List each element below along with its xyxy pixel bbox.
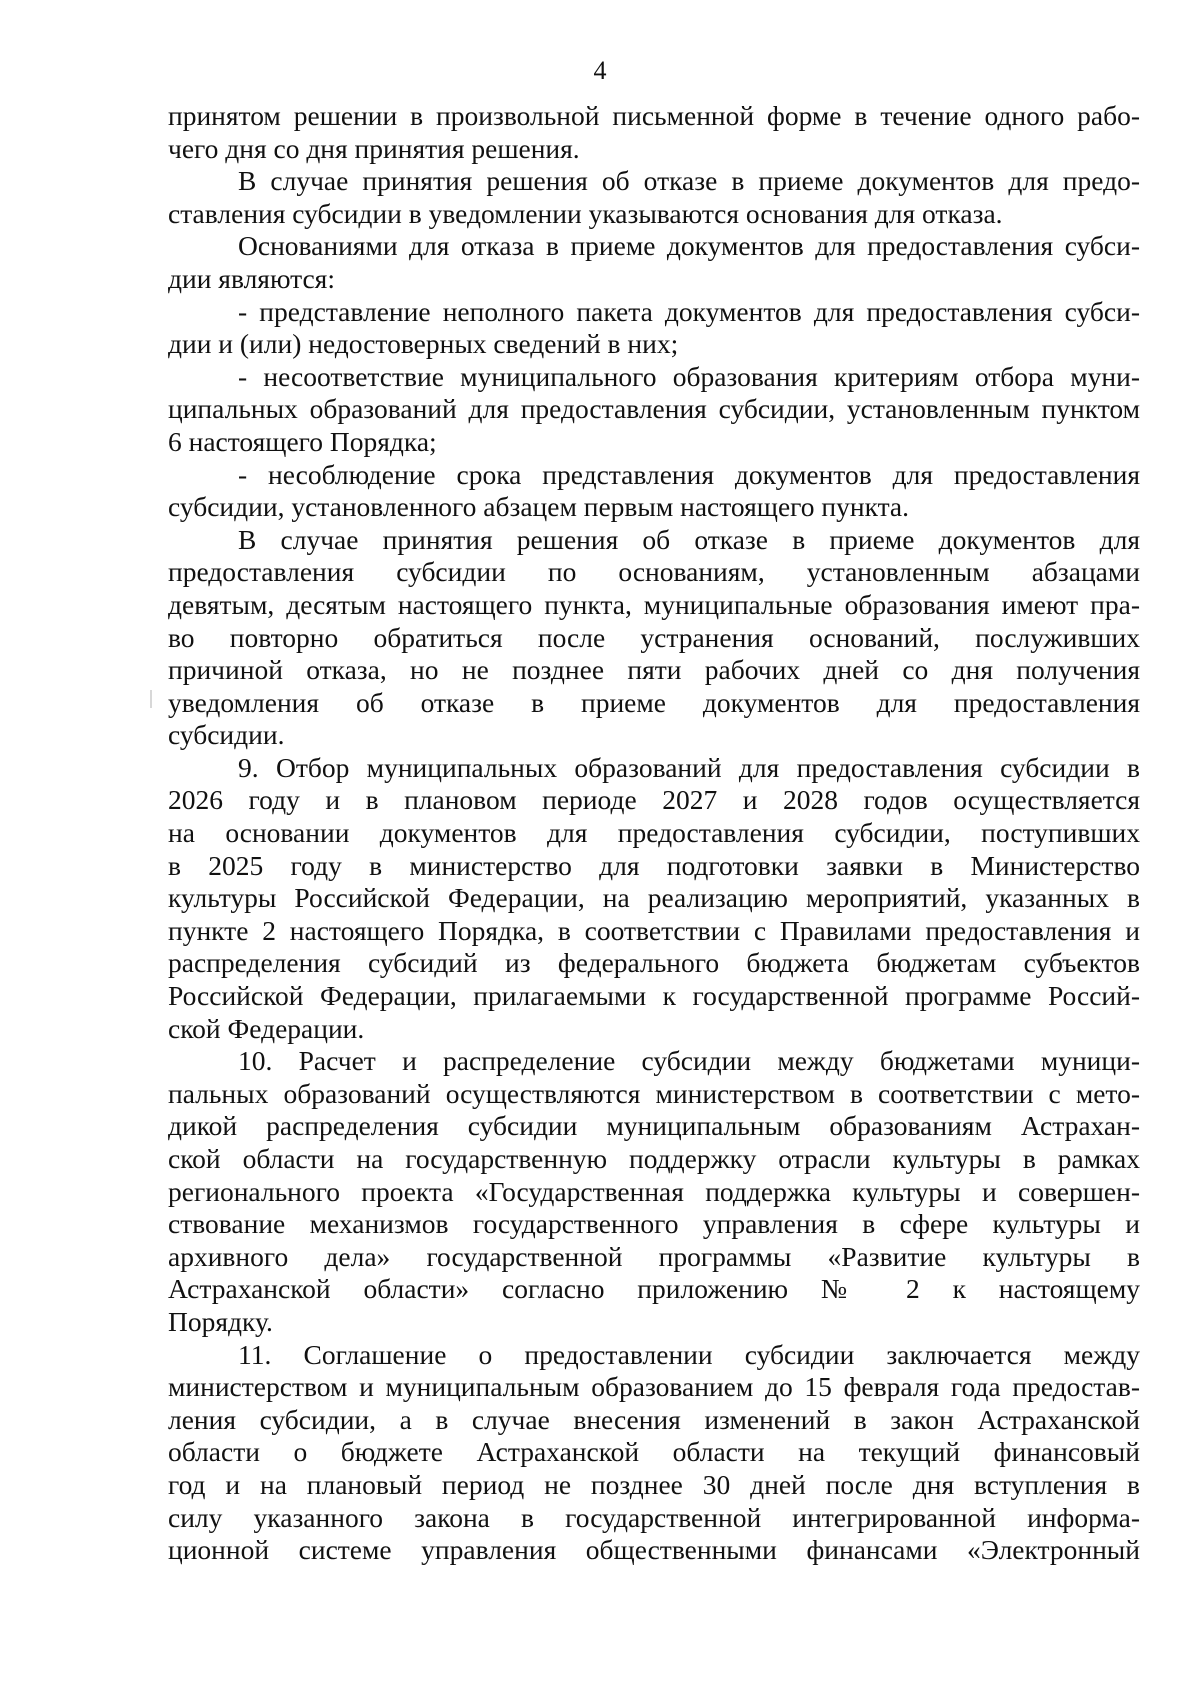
text-line: распределения субсидий из федерального бюджета бюджетам субъектов — [168, 947, 1140, 979]
text-line: ской области на государственную поддержку отрасли культуры в рамках — [168, 1143, 1140, 1174]
text-line: ципальных образований для предоставления субсидии, установленным пунктом — [168, 393, 1140, 425]
page-number: 4 — [593, 56, 607, 85]
text-line: во повторно обратиться после устранения оснований, послуживших — [168, 621, 1140, 653]
document-body — [168, 100, 1140, 1567]
text-line: на основании документов для предоставления субсидии, поступивших — [168, 817, 1140, 849]
text-line: 6 настоящего Порядка; — [168, 425, 437, 457]
text-line: принятом решении в произвольной письменной форме в течение одного рабо- — [168, 100, 1140, 131]
paragraph-p5 — [168, 361, 1140, 459]
paragraph-p2 — [168, 165, 1140, 230]
paragraph-p8 — [168, 752, 1140, 1045]
text-line: Порядку. — [168, 1305, 273, 1337]
text-line: 10. Расчет и распределение субсидии между бюджетами муници- — [238, 1045, 1140, 1077]
paragraph-p10 — [168, 1339, 1140, 1567]
text-line: предоставления субсидии по основаниям, установленным абзацами — [168, 556, 1140, 588]
text-line: год и на плановый период не позднее 30 дней после дня вступления в — [168, 1468, 1140, 1500]
text-line: причиной отказа, но не позднее пяти рабочих дней со дня получения — [168, 654, 1140, 686]
text-line: В случае принятия решения об отказе в приеме документов для — [238, 523, 1140, 555]
text-line: области о бюджете Астраханской области на текущий финансовый — [168, 1436, 1140, 1468]
text-line: субсидии. — [168, 719, 285, 751]
text-line: регионального проекта «Государственная поддержка культуры и совершен- — [168, 1175, 1140, 1207]
text-line: 9. Отбор муниципальных образований для предоставления субсидии в — [238, 751, 1140, 783]
text-line: Основаниями для отказа в приеме документов для предоставления субси- — [238, 230, 1140, 262]
text-line: - несоблюдение срока представления документов для предоставления — [238, 458, 1140, 490]
text-line: дии являются: — [168, 262, 335, 294]
text-line: чего дня со дня принятия решения. — [168, 132, 580, 164]
text-line: силу указанного закона в государственной интегрированной информа- — [168, 1501, 1140, 1533]
text-line: в 2025 году в министерство для подготовки заявки в Министерство — [168, 849, 1140, 881]
text-line: Российской Федерации, прилагаемыми к государственной программе Россий- — [168, 980, 1140, 1012]
text-line: девятым, десятым настоящего пункта, муниципальные образования имеют пра- — [168, 588, 1140, 620]
text-line: уведомления об отказе в приеме документов для предоставления — [168, 686, 1140, 718]
text-line: 2026 году и в плановом периоде 2027 и 2028 годов осуществляется — [168, 784, 1140, 816]
text-line: дикой распределения субсидии муниципальным образованиям Астрахан- — [168, 1110, 1140, 1142]
text-line: ционной системе управления общественными финансами «Электронный — [168, 1534, 1140, 1566]
text-line: архивного дела» государственной программы «Развитие культуры в — [168, 1240, 1140, 1272]
text-line: 11. Соглашение о предоставлении субсидии заключается между — [238, 1338, 1140, 1370]
scan-artifact — [150, 690, 152, 708]
paragraph-p7 — [168, 524, 1140, 752]
paragraph-p3 — [168, 230, 1140, 295]
text-line: ставления субсидии в уведомлении указываются основания для отказа. — [168, 197, 1003, 229]
paragraph-p9 — [168, 1045, 1140, 1338]
text-line: Астраханской области» согласно приложению № 2 к настоящему — [168, 1273, 1140, 1305]
text-line: культуры Российской Федерации, на реализацию мероприятий, указанных в — [168, 882, 1140, 914]
text-line: пункте 2 настоящего Порядка, в соответствии с Правилами предоставления и — [168, 914, 1140, 946]
text-line: пальных образований осуществляются министерством в соответствии с мето- — [168, 1077, 1140, 1109]
text-line: дии и (или) недостоверных сведений в них; — [168, 328, 679, 360]
text-line: ствование механизмов государственного управления в сфере культуры и — [168, 1208, 1140, 1240]
text-line: - представление неполного пакета документов для предоставления субси- — [238, 295, 1140, 327]
paragraph-p4 — [168, 296, 1140, 361]
text-line: - несоответствие муниципального образования критериям отбора муни- — [238, 360, 1140, 392]
text-line: ления субсидии, а в случае внесения изменений в закон Астраханской — [168, 1403, 1140, 1435]
text-line: субсидии, установленного абзацем первым настоящего пункта. — [168, 491, 910, 523]
text-line: ской Федерации. — [168, 1012, 365, 1044]
paragraph-p6 — [168, 459, 1140, 524]
text-line: В случае принятия решения об отказе в приеме документов для предо- — [238, 165, 1140, 197]
text-line: министерством и муниципальным образованием до 15 февраля года предостав- — [168, 1371, 1140, 1403]
paragraph-p1 — [168, 100, 1140, 165]
